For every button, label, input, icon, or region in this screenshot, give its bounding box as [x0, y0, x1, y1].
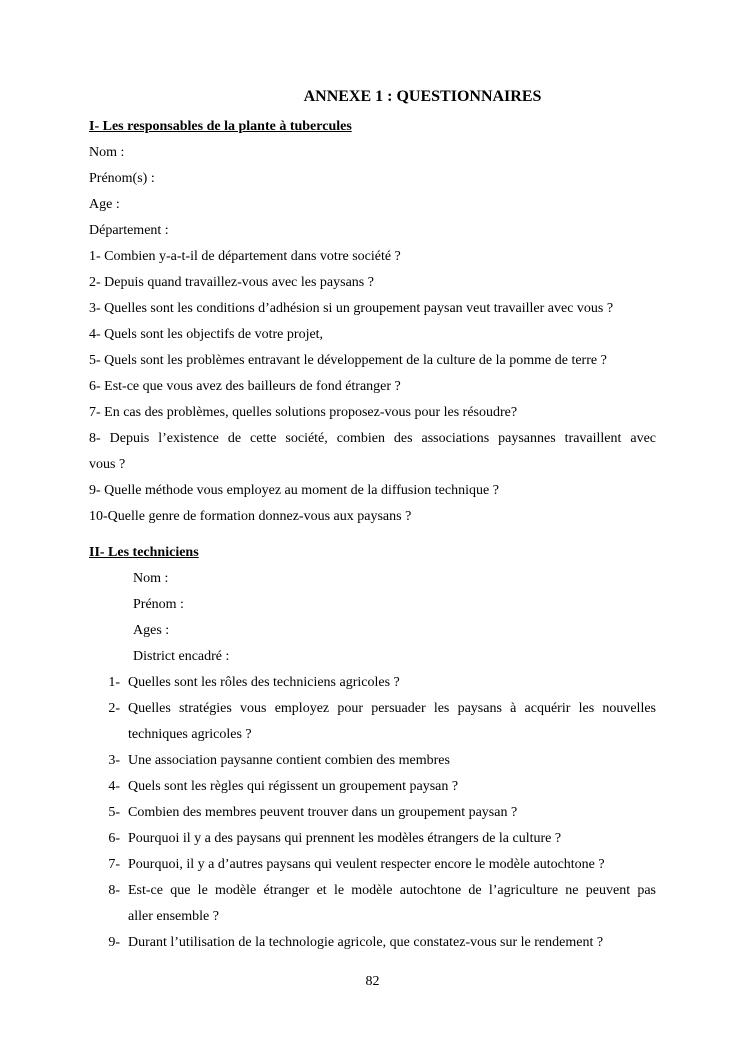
tech-question	[89, 826, 656, 852]
tech-question-number: 5-	[108, 805, 120, 820]
tech-question-text: Combien des membres peuvent trouver dans un groupement paysan ?	[128, 805, 518, 820]
tech-field-district: District encadré :	[133, 649, 230, 664]
tech-field-prenom: Prénom :	[133, 597, 184, 612]
question-5: 5- Quels sont les problèmes entravant le développement de la culture de la pomme de terre ?	[89, 353, 607, 368]
tech-question-text: Quels sont les règles qui régissent un groupement paysan ?	[128, 779, 459, 794]
tech-question-number: 2-	[108, 701, 120, 716]
tech-question-number: 4-	[108, 779, 120, 794]
tech-question	[89, 774, 656, 800]
tech-question-number: 8-	[108, 883, 120, 898]
tech-question-text: Quelles sont les rôles des techniciens agricoles ?	[128, 675, 400, 690]
tech-question	[89, 696, 656, 748]
question-1: 1- Combien y-a-t-il de département dans votre société ?	[89, 249, 401, 264]
tech-question-number: 1-	[108, 675, 120, 690]
question-3: 3- Quelles sont les conditions d’adhésion si un groupement paysan veut travailler avec vous ?	[89, 301, 614, 316]
tech-field-ages: Ages :	[133, 623, 170, 638]
tech-question	[89, 930, 656, 956]
tech-question-text: Une association paysanne contient combien des membres	[128, 753, 450, 768]
field-nom: Nom :	[89, 145, 125, 160]
section-1-heading: I- Les responsables de la plante à tubercules	[89, 119, 352, 134]
tech-question-text: Pourquoi, il y a d’autres paysans qui veulent respecter encore le modèle autochtone ?	[128, 857, 605, 872]
tech-question-text: Pourquoi il y a des paysans qui prennent les modèles étrangers de la culture ?	[128, 831, 562, 846]
tech-question	[89, 852, 656, 878]
question-10: 10-Quelle genre de formation donnez-vous aux paysans ?	[89, 509, 412, 524]
tech-question-number: 7-	[108, 857, 120, 872]
field-prenom: Prénom(s) :	[89, 171, 155, 186]
question-9: 9- Quelle méthode vous employez au moment de la diffusion technique ?	[89, 483, 499, 498]
tech-question-text-cont: techniques agricoles ?	[128, 727, 252, 742]
page-number: 82	[365, 974, 380, 989]
tech-question	[89, 878, 656, 930]
page-title: ANNEXE 1 : QUESTIONNAIRES	[303, 88, 542, 105]
field-age: Age :	[89, 197, 120, 212]
question-4: 4- Quels sont les objectifs de votre projet,	[89, 327, 324, 342]
question-8-line-2: vous ?	[89, 457, 126, 472]
tech-field-nom: Nom :	[133, 571, 169, 586]
question-7: 7- En cas des problèmes, quelles solutions proposez-vous pour les résoudre?	[89, 405, 518, 420]
tech-question	[89, 748, 656, 774]
tech-question	[89, 800, 656, 826]
question-8-line-1: 8- Depuis l’existence de cette société, combien des associations paysannes travaillent avec	[89, 431, 656, 446]
question-2: 2- Depuis quand travaillez-vous avec les paysans ?	[89, 275, 374, 290]
tech-question-number: 3-	[108, 753, 120, 768]
tech-question-number: 6-	[108, 831, 120, 846]
section-2-heading: II- Les techniciens	[89, 545, 199, 560]
tech-question-text: Durant l’utilisation de la technologie agricole, que constatez-vous sur le rendement ?	[128, 935, 604, 950]
document-page	[89, 86, 656, 956]
tech-question-text: Quelles stratégies vous employez pour persuader les paysans à acquérir les nouvelles	[128, 701, 656, 716]
tech-question	[89, 670, 656, 696]
tech-question-text: Est-ce que le modèle étranger et le modèle autochtone de l’agriculture ne peuvent pas	[128, 883, 656, 898]
tech-question-number: 9-	[108, 935, 120, 950]
question-6: 6- Est-ce que vous avez des bailleurs de fond étranger ?	[89, 379, 401, 394]
field-departement: Département :	[89, 223, 169, 238]
tech-question-text-cont: aller ensemble ?	[128, 909, 219, 924]
